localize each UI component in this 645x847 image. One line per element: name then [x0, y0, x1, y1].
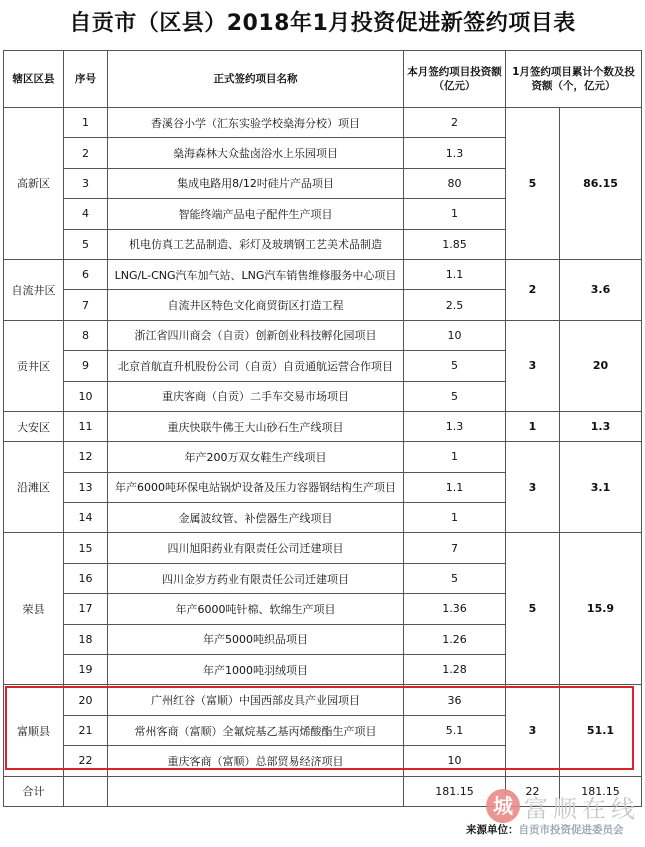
project-amount: 1: [404, 503, 506, 533]
total-sum: 181.15: [560, 776, 642, 806]
group-total: 51.1: [560, 685, 642, 776]
row-number: 6: [64, 259, 108, 289]
project-amount: 10: [404, 746, 506, 776]
row-number: 22: [64, 746, 108, 776]
group-count: 3: [506, 685, 560, 776]
project-name: 年产1000吨羽绒项目: [108, 655, 404, 685]
row-number: 9: [64, 351, 108, 381]
source-label: 来源单位: [466, 824, 508, 836]
project-name: 北京首航直升机股份公司（自贡）自贡通航运营合作项目: [108, 351, 404, 381]
group-total: 86.15: [560, 108, 642, 260]
project-name: 集成电路用8/12吋硅片产品项目: [108, 168, 404, 198]
table-row: [4, 685, 642, 715]
project-name: 四川金岁方药业有限责任公司迁建项目: [108, 563, 404, 593]
header-name: 正式签约项目名称: [108, 51, 404, 108]
project-amount: 1.85: [404, 229, 506, 259]
district-cell: 大安区: [4, 411, 64, 441]
row-number: 10: [64, 381, 108, 411]
row-number: 17: [64, 594, 108, 624]
project-name: 智能终端产品电子配件生产项目: [108, 199, 404, 229]
table-row: [4, 533, 642, 563]
district-cell: 高新区: [4, 108, 64, 260]
project-amount: 1: [404, 199, 506, 229]
project-name: 年产6000吨环保电站锅炉设备及压力容器钢结构生产项目: [108, 472, 404, 502]
district-cell: 沿滩区: [4, 442, 64, 533]
total-empty-no: [64, 776, 108, 806]
source-line: 来源单位：自贡市投资促进委员会: [466, 824, 624, 836]
row-number: 1: [64, 108, 108, 138]
project-amount: 5.1: [404, 715, 506, 745]
watermark-text: 富顺在线: [524, 795, 640, 823]
project-amount: 2: [404, 108, 506, 138]
header-no: 序号: [64, 51, 108, 108]
row-number: 5: [64, 229, 108, 259]
row-number: 12: [64, 442, 108, 472]
total-count: 22: [506, 776, 560, 806]
header-district: 辖区区县: [4, 51, 64, 108]
header-amount: 本月签约项目投资额（亿元）: [404, 51, 506, 108]
project-amount: 1.1: [404, 472, 506, 502]
row-number: 14: [64, 503, 108, 533]
project-name: 年产200万双女鞋生产线项目: [108, 442, 404, 472]
project-amount: 1.3: [404, 411, 506, 441]
project-amount: 1.28: [404, 655, 506, 685]
group-count: 3: [506, 442, 560, 533]
project-name: 常州客商（富顺）全氟烷基乙基丙烯酸酯生产项目: [108, 715, 404, 745]
table-header: [4, 51, 642, 108]
project-amount: 2.5: [404, 290, 506, 320]
project-name: LNG/L-CNG汽车加气站、LNG汽车销售维修服务中心项目: [108, 259, 404, 289]
table-row: [4, 108, 642, 138]
group-total: 20: [560, 320, 642, 411]
district-cell: 自流井区: [4, 259, 64, 320]
project-amount: 10: [404, 320, 506, 350]
project-name: 自流井区特色文化商贸街区打造工程: [108, 290, 404, 320]
project-amount: 1.36: [404, 594, 506, 624]
project-name: 香溪谷小学（汇东实验学校燊海分校）项目: [108, 108, 404, 138]
group-count: 1: [506, 411, 560, 441]
project-table: [3, 50, 642, 807]
table-body: [4, 108, 642, 777]
total-label: 合计: [4, 776, 64, 806]
project-name: 浙江省四川商会（自贡）创新创业科技孵化园项目: [108, 320, 404, 350]
row-number: 19: [64, 655, 108, 685]
project-name: 金属波纹管、补偿器生产线项目: [108, 503, 404, 533]
project-amount: 5: [404, 351, 506, 381]
group-total: 1.3: [560, 411, 642, 441]
table-row: [4, 259, 642, 289]
source-value: 自贡市投资促进委员会: [518, 824, 624, 836]
row-number: 18: [64, 624, 108, 654]
header-cumulative: 1月签约项目累计个数及投资额（个，亿元）: [506, 51, 642, 108]
project-name: 机电仿真工艺品制造、彩灯及玻璃钢工艺美术品制造: [108, 229, 404, 259]
table-row: [4, 442, 642, 472]
project-amount: 1.1: [404, 259, 506, 289]
project-amount: 5: [404, 381, 506, 411]
row-number: 15: [64, 533, 108, 563]
project-name: 重庆快联牛佛王大山砂石生产线项目: [108, 411, 404, 441]
group-total: 3.6: [560, 259, 642, 320]
group-total: 3.1: [560, 442, 642, 533]
project-amount: 80: [404, 168, 506, 198]
row-number: 3: [64, 168, 108, 198]
table-row: [4, 411, 642, 441]
page-title: 自贡市（区县）2018年1月投资促进新签约项目表: [69, 11, 576, 36]
project-amount: 7: [404, 533, 506, 563]
table-row: [4, 320, 642, 350]
project-name: 重庆客商（富顺）总部贸易经济项目: [108, 746, 404, 776]
watermark-logo: 城: [486, 789, 520, 823]
project-name: 重庆客商（自贡）二手车交易市场项目: [108, 381, 404, 411]
group-count: 5: [506, 533, 560, 685]
project-amount: 1.3: [404, 138, 506, 168]
total-amount: 181.15: [404, 776, 506, 806]
district-cell: 贡井区: [4, 320, 64, 411]
row-number: 13: [64, 472, 108, 502]
row-number: 16: [64, 563, 108, 593]
project-amount: 5: [404, 563, 506, 593]
group-count: 2: [506, 259, 560, 320]
row-number: 11: [64, 411, 108, 441]
row-number: 4: [64, 199, 108, 229]
group-count: 3: [506, 320, 560, 411]
row-number: 21: [64, 715, 108, 745]
project-name: 四川旭阳药业有限责任公司迁建项目: [108, 533, 404, 563]
project-amount: 1: [404, 442, 506, 472]
row-number: 7: [64, 290, 108, 320]
project-name: 年产6000吨针棉、软绵生产项目: [108, 594, 404, 624]
project-name: 燊海森林大众盐卤浴水上乐园项目: [108, 138, 404, 168]
project-name: 广州红谷（富顺）中国西部皮具产业园项目: [108, 685, 404, 715]
row-number: 8: [64, 320, 108, 350]
district-cell: 荣县: [4, 533, 64, 685]
project-amount: 1.26: [404, 624, 506, 654]
project-name: 年产5000吨织品项目: [108, 624, 404, 654]
row-number: 2: [64, 138, 108, 168]
group-total: 15.9: [560, 533, 642, 685]
total-empty-name: [108, 776, 404, 806]
row-number: 20: [64, 685, 108, 715]
project-amount: 36: [404, 685, 506, 715]
group-count: 5: [506, 108, 560, 260]
district-cell: 富顺县: [4, 685, 64, 776]
